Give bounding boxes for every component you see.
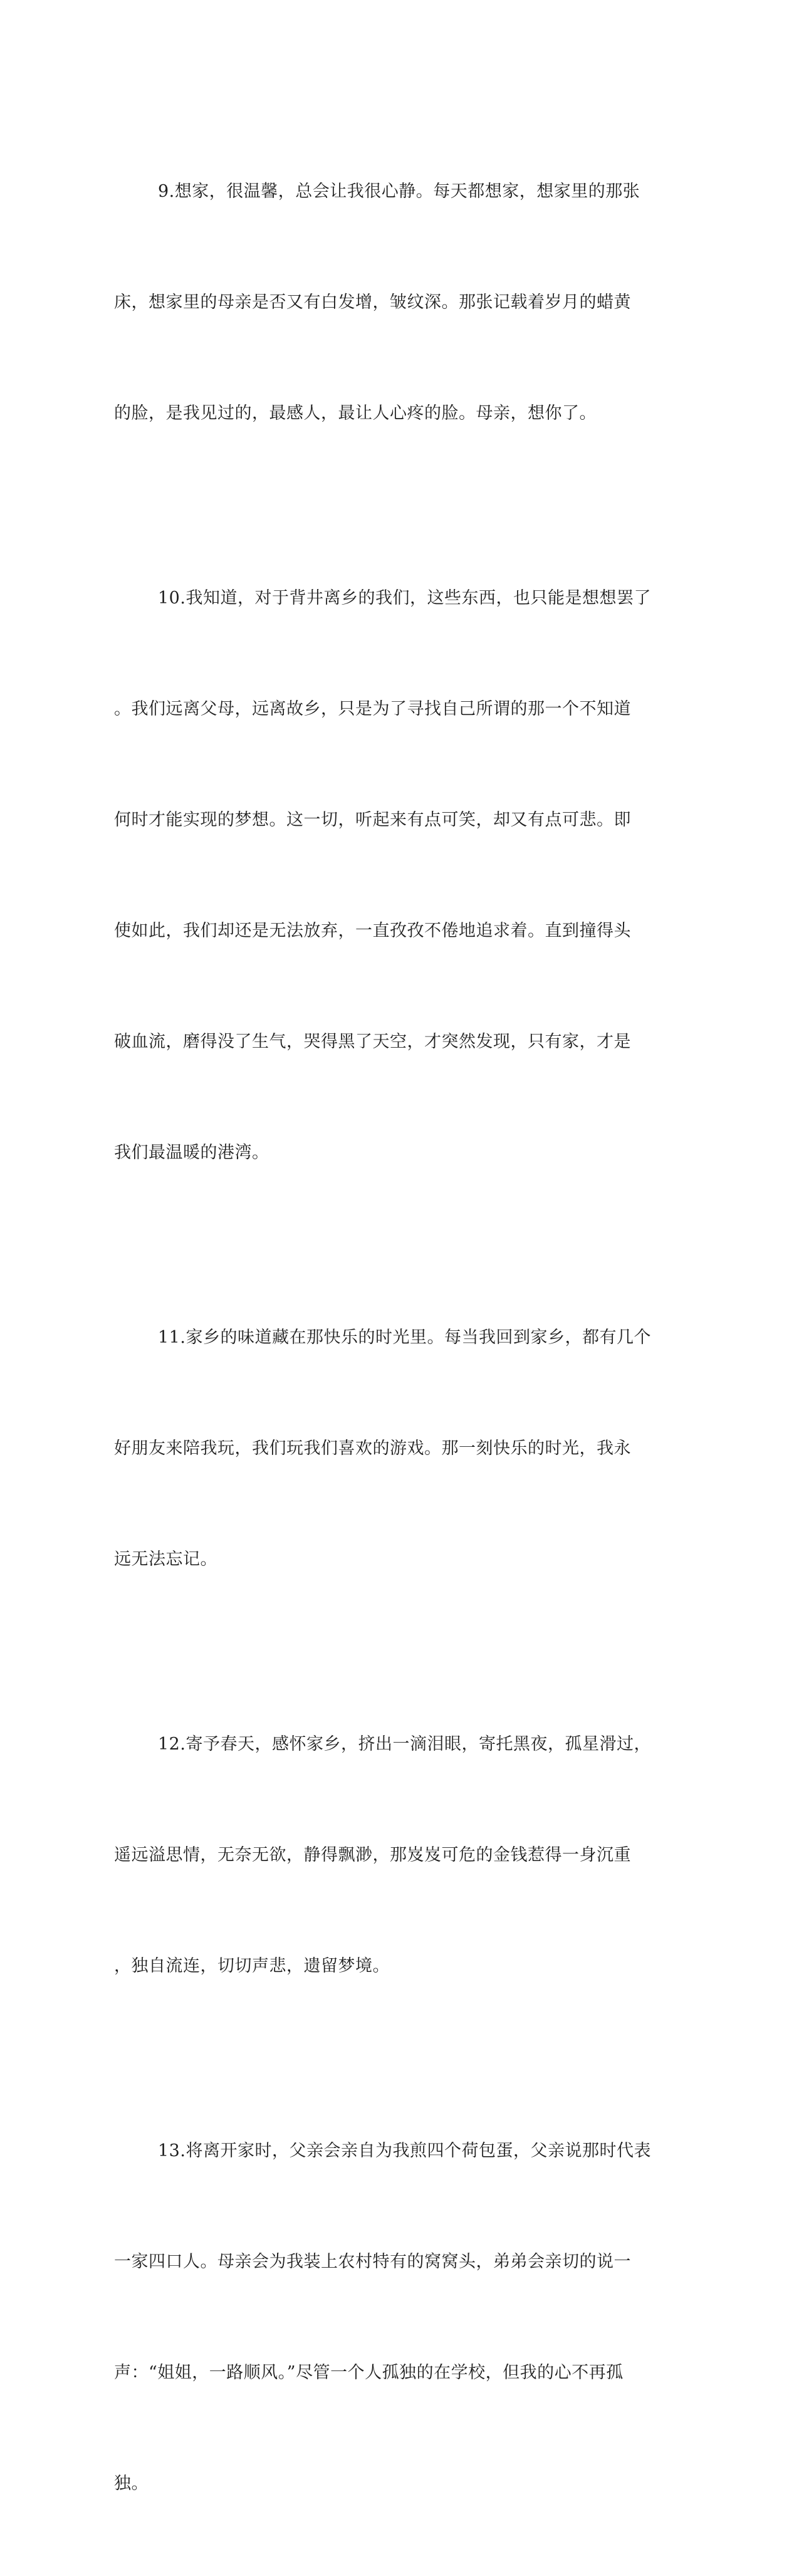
- paragraph-11: [114, 1245, 651, 1652]
- text-line: 我们最温暖的港湾。: [114, 1143, 269, 1162]
- paragraph-10: [114, 506, 651, 1245]
- text-line: 床，想家里的母亲是否又有白发增，皱纹深。那张记载着岁月的蜡黄: [114, 293, 631, 312]
- text-line: 好朋友来陪我玩，我们玩我们喜欢的游戏。那一刻快乐的时光，我永: [114, 1439, 631, 1458]
- text-line: 的脸，是我见过的，最感人，最让人心疼的脸。母亲，想你了。: [114, 404, 597, 423]
- text-line: 一家四口人。母亲会为我装上农村特有的窝窝头，弟弟会亲切的说一: [114, 2252, 631, 2271]
- text-line: 使如此，我们却还是无法放弃，一直孜孜不倦地追求着。直到撞得头: [114, 921, 631, 941]
- text-line: 10.我知道，对于背井离乡的我们，这些东西，也只能是想想罢了: [158, 588, 651, 608]
- text-line: ，独自流连，切切声悲，遗留梦境。: [114, 1956, 390, 1976]
- text-line: 破血流，磨得没了生气，哭得黑了天空，才突然发现，只有家，才是: [114, 1032, 631, 1051]
- text-line: 9.想家，很温馨，总会让我很心静。每天都想家，想家里的那张: [158, 182, 640, 201]
- text-line: 远无法忘记。: [114, 1550, 217, 1569]
- text-line: 独。: [114, 2474, 149, 2493]
- paragraph-13: [114, 2058, 651, 2576]
- text-line: 12.寄予春天，感怀家乡，挤出一滴泪眼，寄托黑夜，孤星滑过，: [158, 1734, 651, 1754]
- text-line: 11.家乡的味道藏在那快乐的时光里。每当我回到家乡，都有几个: [158, 1328, 651, 1347]
- text-line: 。我们远离父母，远离故乡，只是为了寻找自己所谓的那一个不知道: [114, 699, 631, 719]
- paragraph-9: [114, 99, 647, 506]
- paragraph-12: [114, 1652, 651, 2058]
- document-body: [114, 99, 651, 2576]
- text-line: 何时才能实现的梦想。这一切，听起来有点可笑，却又有点可悲。即: [114, 810, 631, 830]
- text-line: 13.将离开家时，父亲会亲自为我煎四个荷包蛋，父亲说那时代表: [158, 2141, 651, 2161]
- text-line: 声：“姐姐，一路顺风。”尽管一个人孤独的在学校，但我的心不再孤: [114, 2363, 624, 2382]
- text-line: 遥远溢思情，无奈无欲，静得飘渺，那岌岌可危的金钱惹得一身沉重: [114, 1845, 631, 1865]
